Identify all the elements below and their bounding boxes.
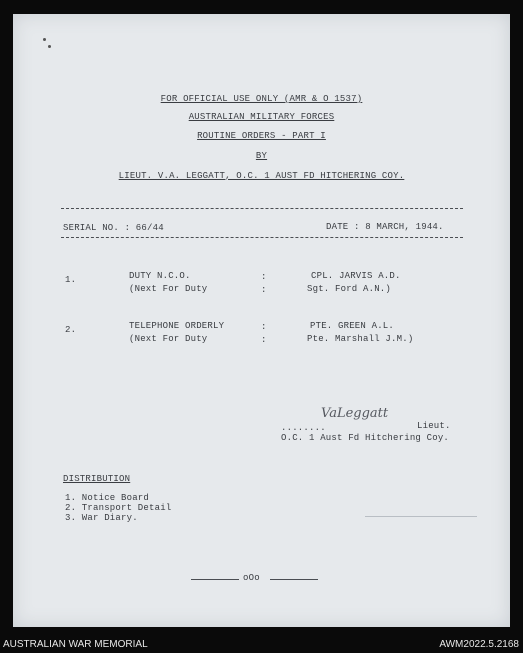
header-by: BY bbox=[255, 151, 268, 161]
distribution-item: 3. War Diary. bbox=[65, 513, 138, 523]
end-line-right bbox=[270, 579, 318, 580]
divider-bottom bbox=[61, 237, 463, 238]
signature-title: O.C. 1 Aust Fd Hitchering Coy. bbox=[281, 433, 450, 443]
end-line-left bbox=[191, 579, 239, 580]
punch-mark bbox=[43, 38, 46, 41]
item-separator: : bbox=[261, 322, 267, 332]
serial-number: SERIAL NO. : 66/44 bbox=[63, 223, 164, 233]
item-duty-next: (Next For Duty bbox=[129, 334, 208, 344]
faint-line bbox=[365, 516, 477, 517]
distribution-heading: DISTRIBUTION bbox=[63, 474, 131, 484]
handwritten-signature: VaLeggatt bbox=[321, 406, 389, 421]
item-duty-next: (Next For Duty bbox=[129, 284, 208, 294]
header-orders: ROUTINE ORDERS - PART I bbox=[197, 131, 326, 141]
item-separator: : bbox=[261, 335, 267, 345]
divider-top bbox=[61, 208, 463, 209]
distribution-item: 2. Transport Detail bbox=[65, 503, 172, 513]
item-number: 1. bbox=[65, 275, 77, 285]
header-officer: LIEUT. V.A. LEGGATT, O.C. 1 AUST FD HITCHERING COY. bbox=[118, 171, 405, 181]
item-separator: : bbox=[261, 285, 267, 295]
end-mark: oOo bbox=[243, 573, 260, 583]
header-forces: AUSTRALIAN MILITARY FORCES bbox=[188, 112, 335, 122]
item-duty: DUTY N.C.O. bbox=[129, 271, 191, 281]
header-security: FOR OFFICIAL USE ONLY (AMR & O 1537) bbox=[160, 94, 363, 104]
distribution-item: 1. Notice Board bbox=[65, 493, 150, 503]
document-page bbox=[13, 14, 510, 627]
order-date: DATE : 8 MARCH, 1944. bbox=[326, 222, 444, 232]
item-name: PTE. GREEN A.L. bbox=[310, 321, 395, 331]
signature-dots: ........ bbox=[281, 423, 326, 433]
punch-mark bbox=[48, 45, 51, 48]
footer-institution: AUSTRALIAN WAR MEMORIAL bbox=[3, 639, 148, 650]
item-duty: TELEPHONE ORDERLY bbox=[129, 321, 225, 331]
item-separator: : bbox=[261, 272, 267, 282]
item-number: 2. bbox=[65, 325, 77, 335]
item-name-next: Pte. Marshall J.M.) bbox=[307, 334, 414, 344]
item-name-next: Sgt. Ford A.N.) bbox=[307, 284, 392, 294]
footer-accession: AWM2022.5.2168 bbox=[439, 639, 519, 650]
signature-rank: Lieut. bbox=[417, 421, 451, 431]
item-name: CPL. JARVIS A.D. bbox=[311, 271, 401, 281]
